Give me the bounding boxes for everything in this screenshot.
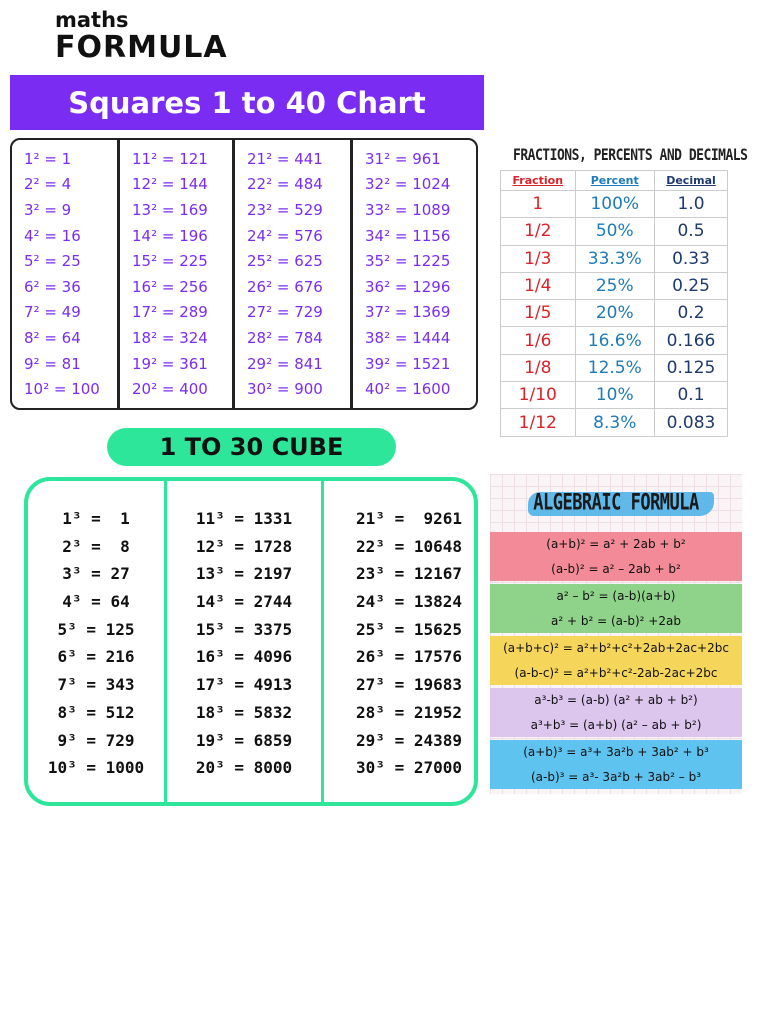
percent-cell: 20% [575, 300, 654, 327]
cube-entry: 21³ = 9261 [356, 509, 462, 528]
brand-big-text: FORMULA [55, 30, 228, 65]
table-row [501, 354, 728, 381]
square-entry: 3² = 9 [24, 200, 72, 219]
square-entry: 4² = 16 [24, 226, 81, 245]
cube-entry: 16³ = 4096 [195, 647, 293, 667]
percent-cell: 50% [575, 218, 654, 245]
cube-entry: 11³ = 1331 [195, 509, 293, 528]
header-decimal: Decimal [654, 171, 727, 191]
square-entry: 6² = 36 [24, 277, 81, 296]
squares-chart [10, 138, 478, 410]
cube-entry: 29³ = 24389 [356, 730, 462, 750]
cube-entry: 20³ = 8000 [195, 758, 293, 778]
cube-entry: 14³ = 2744 [195, 592, 293, 612]
squares-column [235, 140, 353, 408]
algebra-title: ALGEBRAIC FORMULA [533, 490, 699, 516]
square-entry: 27² = 729 [247, 303, 323, 322]
square-entry: 16² = 256 [132, 277, 208, 296]
cube-entry: 25³ = 15625 [356, 619, 462, 639]
square-entry: 20² = 400 [132, 380, 208, 399]
fraction-cell: 1/12 [501, 409, 576, 436]
cube-entry: 23³ = 12167 [356, 564, 462, 584]
square-entry: 29² = 841 [247, 354, 323, 373]
formula-band [490, 636, 742, 685]
table-row [501, 382, 728, 409]
cubes-chart [24, 477, 478, 806]
square-entry: 32² = 1024 [365, 175, 451, 194]
formula: (a-b)³ = a³- 3a²b + 3ab² – b³ [530, 769, 702, 784]
cube-entry: 28³ = 21952 [356, 702, 462, 722]
formula: (a-b)² = a² – 2ab + b² [551, 561, 681, 576]
squares-column [120, 140, 235, 408]
squares-title: Squares 1 to 40 Chart [10, 75, 484, 130]
fraction-cell: 1/4 [501, 272, 576, 299]
square-entry: 35² = 1225 [365, 252, 451, 271]
decimal-cell: 0.25 [654, 272, 727, 299]
cube-entry: 9³ = 729 [57, 730, 135, 750]
table-row [501, 218, 728, 245]
square-entry: 15² = 225 [132, 252, 208, 271]
fraction-cell: 1/5 [501, 300, 576, 327]
fraction-cell: 1/8 [501, 354, 576, 381]
cube-entry: 15³ = 3375 [195, 619, 293, 639]
square-entry: 19² = 361 [132, 354, 208, 373]
cube-entry: 19³ = 6859 [195, 730, 293, 750]
percent-cell: 12.5% [575, 354, 654, 381]
cube-entry: 5³ = 125 [57, 619, 135, 639]
square-entry: 31² = 961 [365, 149, 441, 168]
formula: (a+b+c)² = a²+b²+c²+2ab+2ac+2bc [503, 641, 729, 656]
formula-band [490, 688, 742, 737]
decimal-cell: 0.33 [654, 245, 727, 272]
decimal-cell: 0.166 [654, 327, 727, 354]
square-entry: 38² = 1444 [365, 328, 451, 347]
cube-entry: 12³ = 1728 [195, 536, 293, 556]
square-entry: 22² = 484 [247, 175, 323, 194]
fraction-cell: 1/2 [501, 218, 576, 245]
percent-cell: 10% [575, 382, 654, 409]
percent-cell: 16.6% [575, 327, 654, 354]
square-entry: 11² = 121 [132, 149, 208, 168]
square-entry: 39² = 1521 [365, 354, 451, 373]
cube-entry: 17³ = 4913 [195, 675, 293, 695]
fractions-table [500, 170, 728, 437]
cube-entry: 7³ = 343 [57, 675, 135, 695]
table-header-row [501, 171, 728, 191]
table-row [501, 327, 728, 354]
cube-entry: 8³ = 512 [57, 702, 135, 722]
cubes-title: 1 TO 30 CUBE [107, 428, 396, 466]
cube-entry: 2³ = 8 [62, 536, 130, 556]
decimal-cell: 0.125 [654, 354, 727, 381]
table-row [501, 272, 728, 299]
square-entry: 40² = 1600 [365, 380, 451, 399]
algebraic-formula-card [490, 474, 742, 794]
table-row [501, 300, 728, 327]
formula: (a-b-c)² = a²+b²+c²-2ab-2ac+2bc [514, 665, 718, 680]
square-entry: 25² = 625 [247, 252, 323, 271]
cubes-column [164, 481, 321, 802]
decimal-cell: 0.2 [654, 300, 727, 327]
square-entry: 10² = 100 [24, 380, 100, 399]
square-entry: 28² = 784 [247, 328, 323, 347]
squares-column [353, 140, 476, 408]
square-entry: 36² = 1296 [365, 277, 451, 296]
square-entry: 18² = 324 [132, 328, 208, 347]
cube-entry: 4³ = 64 [62, 592, 130, 612]
cube-entry: 1³ = 1 [62, 509, 130, 528]
cube-entry: 13³ = 2197 [195, 564, 293, 584]
squares-column [12, 140, 120, 408]
cube-entry: 30³ = 27000 [356, 758, 462, 778]
fraction-cell: 1/3 [501, 245, 576, 272]
decimal-cell: 0.5 [654, 218, 727, 245]
square-entry: 30² = 900 [247, 380, 323, 399]
header-percent: Percent [575, 171, 654, 191]
cube-entry: 3³ = 27 [62, 564, 130, 584]
brand-logo [55, 10, 228, 63]
square-entry: 5² = 25 [24, 252, 81, 271]
cube-entry: 24³ = 13824 [356, 592, 462, 612]
cube-entry: 26³ = 17576 [356, 647, 462, 667]
square-entry: 23² = 529 [247, 200, 323, 219]
formula: a² + b² = (a-b)² +2ab [551, 613, 681, 628]
square-entry: 12² = 144 [132, 175, 208, 194]
cube-entry: 10³ = 1000 [47, 758, 145, 778]
formula: (a+b)² = a² + 2ab + b² [546, 537, 686, 552]
formula-band [490, 584, 742, 633]
square-entry: 1² = 1 [24, 149, 72, 168]
decimal-cell: 1.0 [654, 191, 727, 218]
fractions-title: FRACTIONS, PERCENTS AND DECIMALS [513, 146, 748, 165]
formula: a³+b³ = (a+b) (a² – ab + b²) [530, 717, 702, 732]
square-entry: 9² = 81 [24, 354, 81, 373]
cubes-column [28, 481, 164, 802]
square-entry: 8² = 64 [24, 328, 81, 347]
square-entry: 34² = 1156 [365, 226, 451, 245]
square-entry: 26² = 676 [247, 277, 323, 296]
square-entry: 24² = 576 [247, 226, 323, 245]
formula: a² – b² = (a-b)(a+b) [556, 589, 676, 604]
square-entry: 17² = 289 [132, 303, 208, 322]
square-entry: 13² = 169 [132, 200, 208, 219]
percent-cell: 25% [575, 272, 654, 299]
cube-entry: 22³ = 10648 [356, 536, 462, 556]
square-entry: 2² = 4 [24, 175, 72, 194]
square-entry: 7² = 49 [24, 303, 81, 322]
formula-band [490, 740, 742, 789]
percent-cell: 100% [575, 191, 654, 218]
square-entry: 37² = 1369 [365, 303, 451, 322]
formula-band [490, 532, 742, 581]
fraction-cell: 1/10 [501, 382, 576, 409]
square-entry: 33² = 1089 [365, 200, 451, 219]
square-entry: 21² = 441 [247, 149, 323, 168]
percent-cell: 8.3% [575, 409, 654, 436]
cube-entry: 6³ = 216 [57, 647, 135, 667]
cube-entry: 27³ = 19683 [356, 675, 462, 695]
cube-entry: 18³ = 5832 [195, 702, 293, 722]
algebra-title-area [490, 474, 742, 532]
formula: (a+b)³ = a³+ 3a²b + 3ab² + b³ [523, 745, 709, 760]
formula: a³-b³ = (a-b) (a² + ab + b²) [534, 693, 698, 708]
table-row [501, 409, 728, 436]
fraction-cell: 1 [501, 191, 576, 218]
decimal-cell: 0.083 [654, 409, 727, 436]
square-entry: 14² = 196 [132, 226, 208, 245]
table-row [501, 191, 728, 218]
decimal-cell: 0.1 [654, 382, 727, 409]
percent-cell: 33.3% [575, 245, 654, 272]
brand-small-text: maths [55, 8, 129, 32]
header-fraction: Fraction [501, 171, 576, 191]
fraction-cell: 1/6 [501, 327, 576, 354]
table-row [501, 245, 728, 272]
cubes-column [321, 481, 474, 802]
